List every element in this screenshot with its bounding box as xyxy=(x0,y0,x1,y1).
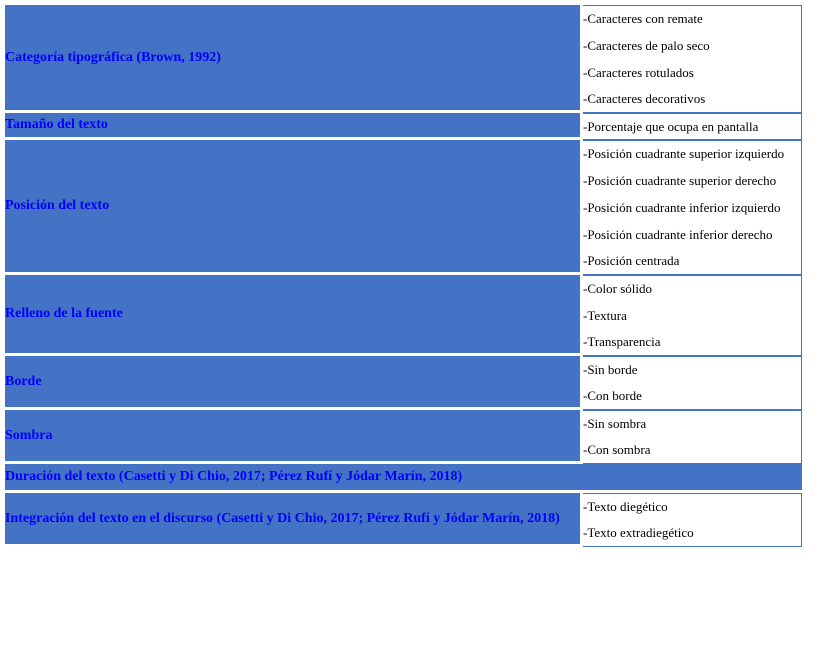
subcategory-cell: -Posición cuadrante superior izquierdo xyxy=(583,140,802,167)
subcategory-cell: -Texto diegético xyxy=(583,493,802,520)
subcategory-cell: -Color sólido xyxy=(583,275,802,302)
table-row xyxy=(5,464,802,493)
category-cell: Borde xyxy=(5,356,583,410)
classification-table xyxy=(5,5,802,547)
subcategory-cell: -Posición cuadrante inferior izquierdo xyxy=(583,194,802,221)
category-cell: Duración del texto (Casetti y Di Chio, 2017; Pérez Rufí y Jódar Marín, 2018) xyxy=(5,464,802,493)
table-row xyxy=(5,493,802,520)
subcategory-cell: -Porcentaje que ocupa en pantalla xyxy=(583,113,802,140)
table-row xyxy=(5,275,802,302)
category-cell: Relleno de la fuente xyxy=(5,275,583,356)
subcategory-cell: -Posición centrada xyxy=(583,248,802,275)
category-cell: Sombra xyxy=(5,410,583,464)
subcategory-cell: -Textura xyxy=(583,302,802,329)
subcategory-cell: -Sin borde xyxy=(583,356,802,383)
table-body xyxy=(5,5,802,547)
table-row xyxy=(5,140,802,167)
table-row xyxy=(5,5,802,32)
subcategory-cell: -Sin sombra xyxy=(583,410,802,437)
subcategory-cell: -Caracteres decorativos xyxy=(583,86,802,113)
subcategory-cell: -Con borde xyxy=(583,383,802,410)
table-row xyxy=(5,410,802,437)
subcategory-cell: -Transparencia xyxy=(583,329,802,356)
category-cell: Integración del texto en el discurso (Casetti y Di Chio, 2017; Pérez Rufí y Jódar Marín, 2018) xyxy=(5,493,583,547)
subcategory-cell: -Texto extradiegético xyxy=(583,520,802,547)
table-row xyxy=(5,356,802,383)
subcategory-cell: -Posición cuadrante superior derecho xyxy=(583,167,802,194)
category-cell: Categoría tipográfica (Brown, 1992) xyxy=(5,5,583,113)
subcategory-cell: -Posición cuadrante inferior derecho xyxy=(583,221,802,248)
subcategory-cell: -Caracteres de palo seco xyxy=(583,32,802,59)
category-cell: Tamaño del texto xyxy=(5,113,583,140)
category-cell: Posición del texto xyxy=(5,140,583,275)
subcategory-cell: -Con sombra xyxy=(583,437,802,464)
table-row xyxy=(5,113,802,140)
subcategory-cell: -Caracteres con remate xyxy=(583,5,802,32)
subcategory-cell: -Caracteres rotulados xyxy=(583,59,802,86)
